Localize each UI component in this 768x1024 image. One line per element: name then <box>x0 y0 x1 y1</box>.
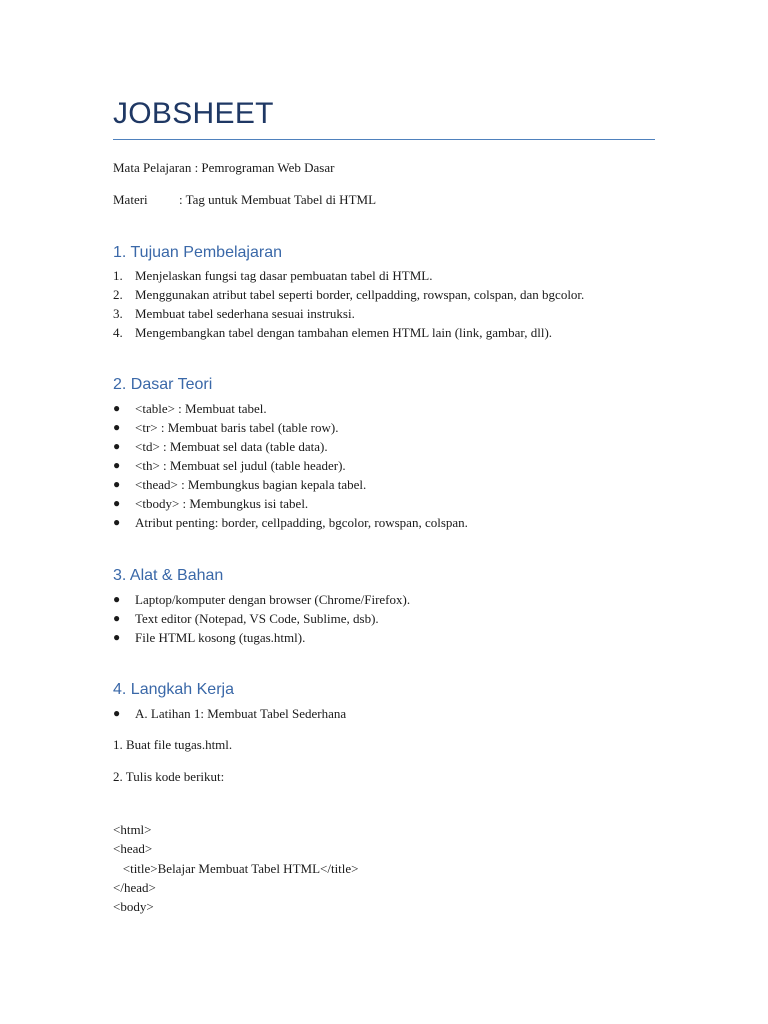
list-item: ● <thead> : Membungkus bagian kepala tabel. <box>113 477 367 492</box>
list-item: ● File HTML kosong (tugas.html). <box>113 630 306 645</box>
alat-bahan-list <box>113 590 410 647</box>
code-line: </head> <box>113 879 156 895</box>
step-2-text: 2. Tulis kode berikut: <box>113 769 225 784</box>
list-item: ● <table> : Membuat tabel. <box>113 401 267 416</box>
list-item: ● A. Latihan 1: Membuat Tabel Sederhana <box>113 706 347 721</box>
list-item: ● <tr> : Membuat baris tabel (table row). <box>113 420 339 435</box>
code-line: <body> <box>113 899 154 915</box>
bullet-icon: ● <box>113 630 121 644</box>
bullet-icon: ● <box>113 420 121 434</box>
materi-value: : Tag untuk Membuat Tabel di HTML <box>179 192 377 207</box>
list-item: 3. Membuat tabel sederhana sesuai instruksi. <box>113 306 355 321</box>
mata-pelajaran-line: Mata Pelajaran : Pemrograman Web Dasar <box>113 160 335 175</box>
tujuan-list <box>113 266 584 342</box>
list-item: ● <th> : Membuat sel judul (table header). <box>113 458 346 473</box>
list-item: 4. Mengembangkan tabel dengan tambahan elemen HTML lain (link, gambar, dll). <box>113 325 553 340</box>
list-item: ● Laptop/komputer dengan browser (Chrome/Firefox). <box>113 592 411 607</box>
code-line: <head> <box>113 841 153 857</box>
page-title: JOBSHEET <box>113 97 274 130</box>
heading-tujuan: 1. Tujuan Pembelajaran <box>113 244 282 261</box>
bullet-icon: ● <box>113 515 121 529</box>
materi-label: Materi <box>113 192 148 207</box>
heading-dasar-teori: 2. Dasar Teori <box>113 376 213 393</box>
heading-langkah-kerja: 4. Langkah Kerja <box>113 681 234 698</box>
list-item: ● <tbody> : Membungkus isi tabel. <box>113 496 309 511</box>
langkah-kerja-list <box>113 704 346 723</box>
title-underline <box>113 139 655 140</box>
bullet-icon: ● <box>113 592 121 606</box>
bullet-icon: ● <box>113 477 121 491</box>
code-line: <title>Belajar Membuat Tabel HTML</title> <box>113 860 359 876</box>
list-item: 2. Menggunakan atribut tabel seperti border, cellpadding, rowspan, colspan, dan bgcolor. <box>113 287 585 302</box>
list-item: ● Text editor (Notepad, VS Code, Sublime, dsb). <box>113 611 379 626</box>
list-item: ● <td> : Membuat sel data (table data). <box>113 439 328 454</box>
bullet-icon: ● <box>113 706 121 720</box>
code-block <box>113 820 359 916</box>
step-1-text: 1. Buat file tugas.html. <box>113 737 233 752</box>
bullet-icon: ● <box>113 611 121 625</box>
bullet-icon: ● <box>113 458 121 472</box>
dasar-teori-list <box>113 399 468 532</box>
list-item: 1. Menjelaskan fungsi tag dasar pembuatan tabel di HTML. <box>113 268 433 283</box>
materi-line <box>113 192 376 208</box>
code-line: <html> <box>113 822 152 837</box>
heading-alat-bahan: 3. Alat & Bahan <box>113 567 224 584</box>
list-item: ● Atribut penting: border, cellpadding, bgcolor, rowspan, colspan. <box>113 515 468 530</box>
bullet-icon: ● <box>113 439 121 453</box>
bullet-icon: ● <box>113 496 121 510</box>
bullet-icon: ● <box>113 401 121 415</box>
